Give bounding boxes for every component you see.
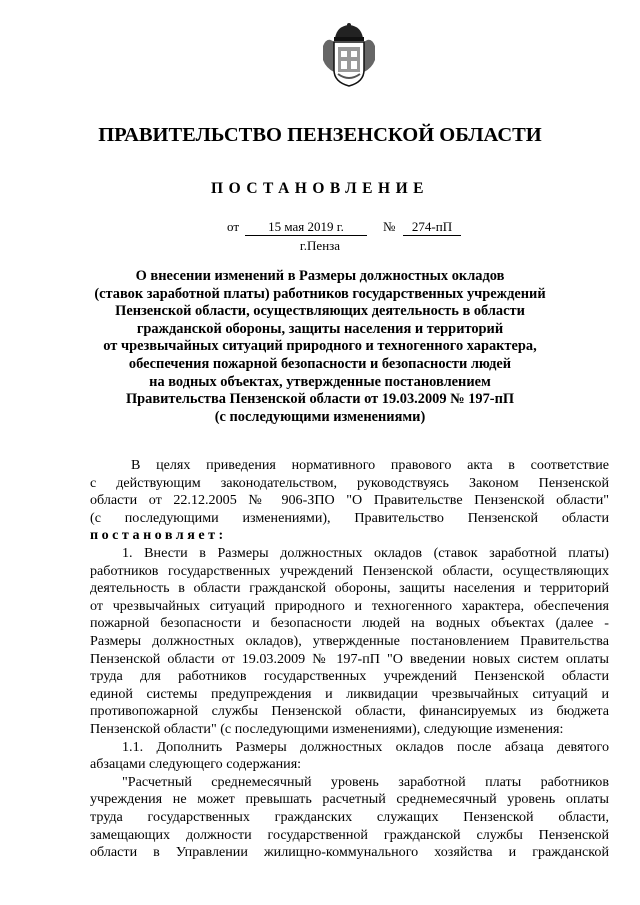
- title-line: (ставок заработной платы) работников государственных учреждений: [94, 285, 546, 302]
- document-city: г.Пенза: [299, 238, 341, 253]
- title-line: обеспечения пожарной безопасности и безопасности людей: [128, 355, 512, 372]
- title-line: (с последующими изменениями): [214, 408, 426, 425]
- item-1-1-paragraph: [90, 739, 609, 774]
- document-title: [0, 268, 640, 426]
- government-name: ПРАВИТЕЛЬСТВО ПЕНЗЕНСКОЙ ОБЛАСТИ: [98, 124, 542, 146]
- text-line: В целях приведения нормативного правового акта в соответствие: [131, 457, 609, 473]
- text-line: Пензенской области" (с последующими изменениями), следующие изменения:: [90, 720, 564, 737]
- date-prefix: от: [227, 219, 240, 234]
- text-line: труда государственных гражданских служащих Пензенской области,: [90, 808, 609, 825]
- text-line: "Расчетный среднемесячный уровень заработной платы работников: [122, 773, 609, 790]
- text-line: работников государственных учреждений Пензенской области, осуществляющих: [90, 562, 609, 579]
- text-line: 1.1. Дополнить Размеры должностных окладов после абзаца девятого: [122, 738, 609, 755]
- title-line: Правительства Пензенской области от 19.03.2009 № 197-пП: [125, 391, 515, 408]
- title-line: от чрезвычайных ситуаций природного и техногенного характера,: [103, 338, 537, 355]
- text-line: пожарной безопасности и безопасности людей на водных объектах (далее -: [90, 615, 609, 632]
- document-type: ПОСТАНОВЛЕНИЕ: [211, 180, 429, 197]
- decrees-word: постановляет:: [90, 527, 227, 544]
- text-line: противопожарной службы Пензенской области, финансируемых из бюджета: [90, 703, 609, 720]
- text-line: области в Управлении жилищно-коммунального хозяйства и гражданской: [90, 844, 609, 861]
- text-line: единой системы предупреждения и ликвидации чрезвычайных ситуаций и: [90, 685, 609, 702]
- text-line: Размеры должностных окладов), утвержденные постановлением Правительства: [90, 632, 609, 649]
- number-prefix: №: [383, 219, 396, 234]
- text-line: абзацами следующего содержания:: [90, 756, 302, 773]
- quoted-paragraph: [90, 774, 609, 862]
- text-line: Пензенской области от 19.03.2009 № 197-пП "О введении новых систем оплаты: [90, 650, 609, 667]
- document-number: 274-пП: [403, 219, 461, 236]
- item-1-paragraph: [90, 545, 609, 739]
- text-line: деятельность в области гражданской обороны, защиты населения и территорий: [90, 580, 609, 597]
- coat-of-arms-emblem: [321, 22, 377, 88]
- document-date: 15 мая 2019 г.: [245, 219, 367, 236]
- title-line: гражданской обороны, защиты населения и территорий: [136, 320, 504, 337]
- text-line: замещающих должности государственной гражданской службы Пензенской: [90, 826, 609, 843]
- text-line: учреждения не может превышать расчетный среднемесячный уровень оплаты: [90, 791, 609, 808]
- text-line: 1. Внести в Размеры должностных окладов (ставок заработной платы): [122, 545, 609, 561]
- text-line: области от 22.12.2005 № 906-ЗПО "О Правительстве Пензенской области": [90, 492, 609, 509]
- text-line: труда для работников государственных учреждений Пензенской области: [90, 668, 609, 685]
- title-line: на водных объектах, утвержденные постановлением: [149, 373, 491, 390]
- text-line: с действующим законодательством, руководствуясь Законом Пензенской: [90, 474, 609, 491]
- title-line: Пензенской области, осуществляющих деятельность в области: [115, 303, 525, 320]
- preamble-paragraph: [90, 457, 609, 545]
- text-line: (с последующими изменениями), Правительство Пензенской области: [90, 509, 609, 526]
- date-number-line: [227, 219, 461, 236]
- title-line: О внесении изменений в Размеры должностных окладов: [135, 268, 505, 284]
- text-line: от чрезвычайных ситуаций природного и техногенного характера, обеспечения: [90, 597, 609, 614]
